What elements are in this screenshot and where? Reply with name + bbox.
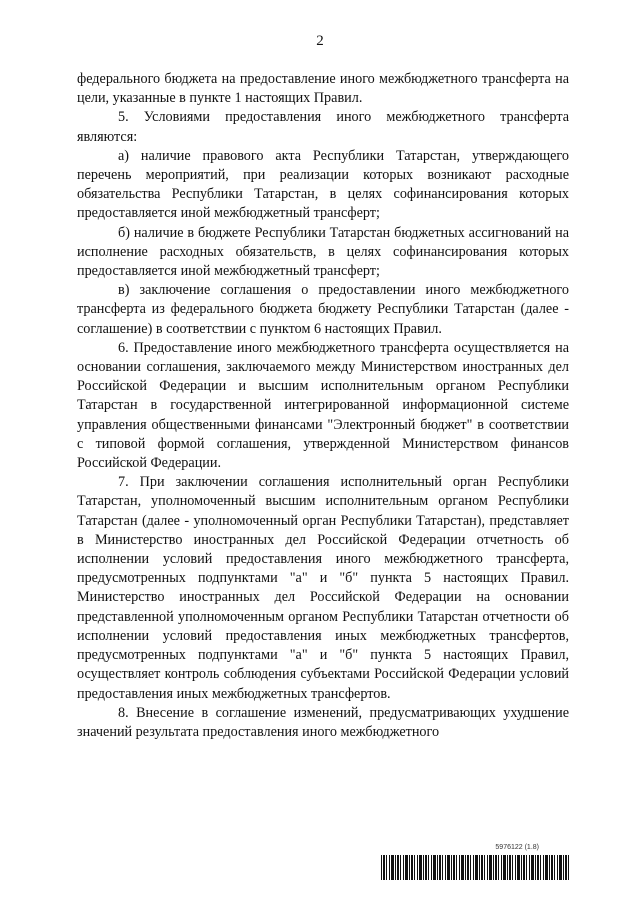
paragraph-5a: а) наличие правового акта Республики Татарстан, утверждающего перечень мероприятий, при реализации которых возникают расходные обязательства Республики Татарстан, в целях софинансирования которых предоставляется иной межбюджетный трансферт; (77, 147, 569, 222)
document-body (77, 70, 569, 742)
barcode-code: 5976122 (1.8) (495, 844, 539, 851)
paragraph-5b: б) наличие в бюджете Республики Татарстан бюджетных ассигнований на исполнение расходных обязательств, в целях софинансирования которых предоставляется иной межбюджетный трансферт; (77, 224, 569, 280)
page-number: 2 (316, 33, 324, 49)
paragraph-7: 7. При заключении соглашения исполнительный орган Республики Татарстан, уполномоченный высшим исполнительным органом Республики Татарстан (далее - уполномоченный орган Республики Татарстан), представляет в Министерство иностранных дел Российской Федерации отчетность об исполнении условий предоставления иного межбюджетного трансферта, предусмотренных подпунктами "а" и "б" пункта 5 настоящих Правил. Министерство иностранных дел Российской Федерации на основании представленной уполномоченным органом Республики Татарстан отчетности об исполнении условий предоставления иных межбюджетных трансфертов, предусмотренных подпунктами "а" и "б" пункта 5 настоящих Правил, осуществляет контроль соблюдения субъектами Российской Федерации условий предоставления иных межбюджетных трансфертов. (77, 474, 569, 702)
paragraph-5v: в) заключение соглашения о предоставлении иного межбюджетного трансферта из федерального бюджета бюджету Республики Татарстан (далее - соглашение) в соответствии с пунктом 6 настоящих Правил. (77, 282, 569, 337)
paragraph-5: 5. Условиями предоставления иного межбюджетного трансферта являются: (77, 109, 569, 145)
barcode-image (381, 855, 570, 880)
document-barcode-block (381, 844, 571, 884)
paragraph-8: 8. Внесение в соглашение изменений, предусматривающих ухудшение значений результата предоставления иного межбюджетного (77, 704, 569, 740)
paragraph-intro-continuation: федерального бюджета на предоставление иного межбюджетного трансферта на цели, указанные в пункте 1 настоящих Правил. (77, 71, 569, 107)
paragraph-6: 6. Предоставление иного межбюджетного трансферта осуществляется на основании соглашения, заключаемого между Министерством иностранных дел Российской Федерации и высшим исполнительным органом Республики Татарстан в государственной интегрированной информационной системе управления общественными финансами "Электронный бюджет" в соответствии с типовой формой соглашения, утвержденной Министерством финансов Российской Федерации. (77, 339, 569, 472)
